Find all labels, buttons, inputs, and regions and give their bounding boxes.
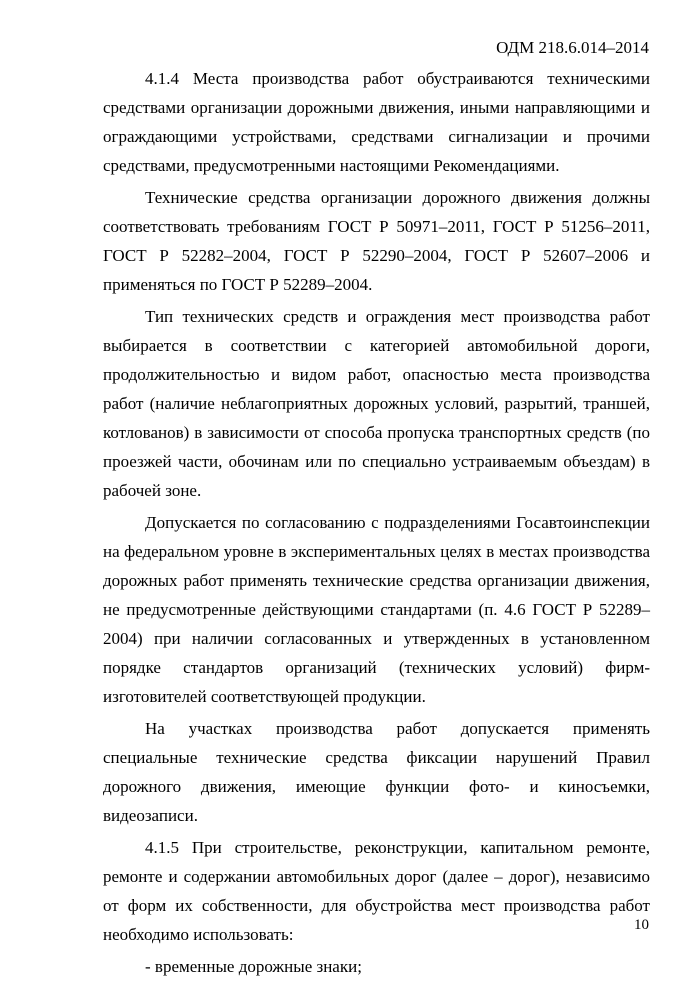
- paragraph-experimental-use: Допускается по согласованию с подразделениями Госавтоинспекции на федеральном уровне в экспериментальных целях в местах производства дорожных работ применять технические средства организации движения, не предусмотренные действующими стандартами (п. 4.6 ГОСТ Р 52289–2004) при наличии согласованных и утвержденных в установленном порядке стандартов организаций (технических условий) фирм-изготовителей соответствующей продукции.: [103, 513, 650, 706]
- paragraph-4-1-5: 4.1.5 При строительстве, реконструкции, капитальном ремонте, ремонте и содержании автомобильных дорог (далее – дорог), независимо от форм их собственности, для обустройства мест производства работ необходимо использовать:: [103, 838, 650, 944]
- document-code: ОДМ 218.6.014–2014: [496, 38, 649, 57]
- document-body: [103, 64, 650, 981]
- list-item-temporary-signs: - временные дорожные знаки;: [145, 957, 362, 976]
- paragraph-barrier-type: Тип технических средств и ограждения мест производства работ выбирается в соответствии с категорией автомобильной дороги, продолжительностью и видом работ, опасностью места производства работ (наличие неблагоприятных дорожных условий, разрытий, траншей, котлованов) в зависимости от способа пропуска транспортных средств (по проезжей части, обочинам или по специально устраиваемым объездам) в рабочей зоне.: [103, 307, 650, 500]
- paragraph-technical-standards: Технические средства организации дорожного движения должны соответствовать требованиям ГОСТ Р 50971–2011, ГОСТ Р 51256–2011, ГОСТ Р 52282–2004, ГОСТ Р 52290–2004, ГОСТ Р 52607–2006 и применяться по ГОСТ Р 52289–2004.: [103, 188, 650, 294]
- page-number: 10: [634, 917, 649, 933]
- paragraph-violation-recording: На участках производства работ допускается применять специальные технические средства фиксации нарушений Правил дорожного движения, имеющие функции фото- и киносъемки, видеозаписи.: [103, 719, 650, 825]
- paragraph-4-1-4: 4.1.4 Места производства работ обустраиваются техническими средствами организации дорожными движения, иными направляющими и ограждающими устройствами, средствами сигнализации и прочими средствами, предусмотренными настоящими Рекомендациями.: [103, 69, 650, 175]
